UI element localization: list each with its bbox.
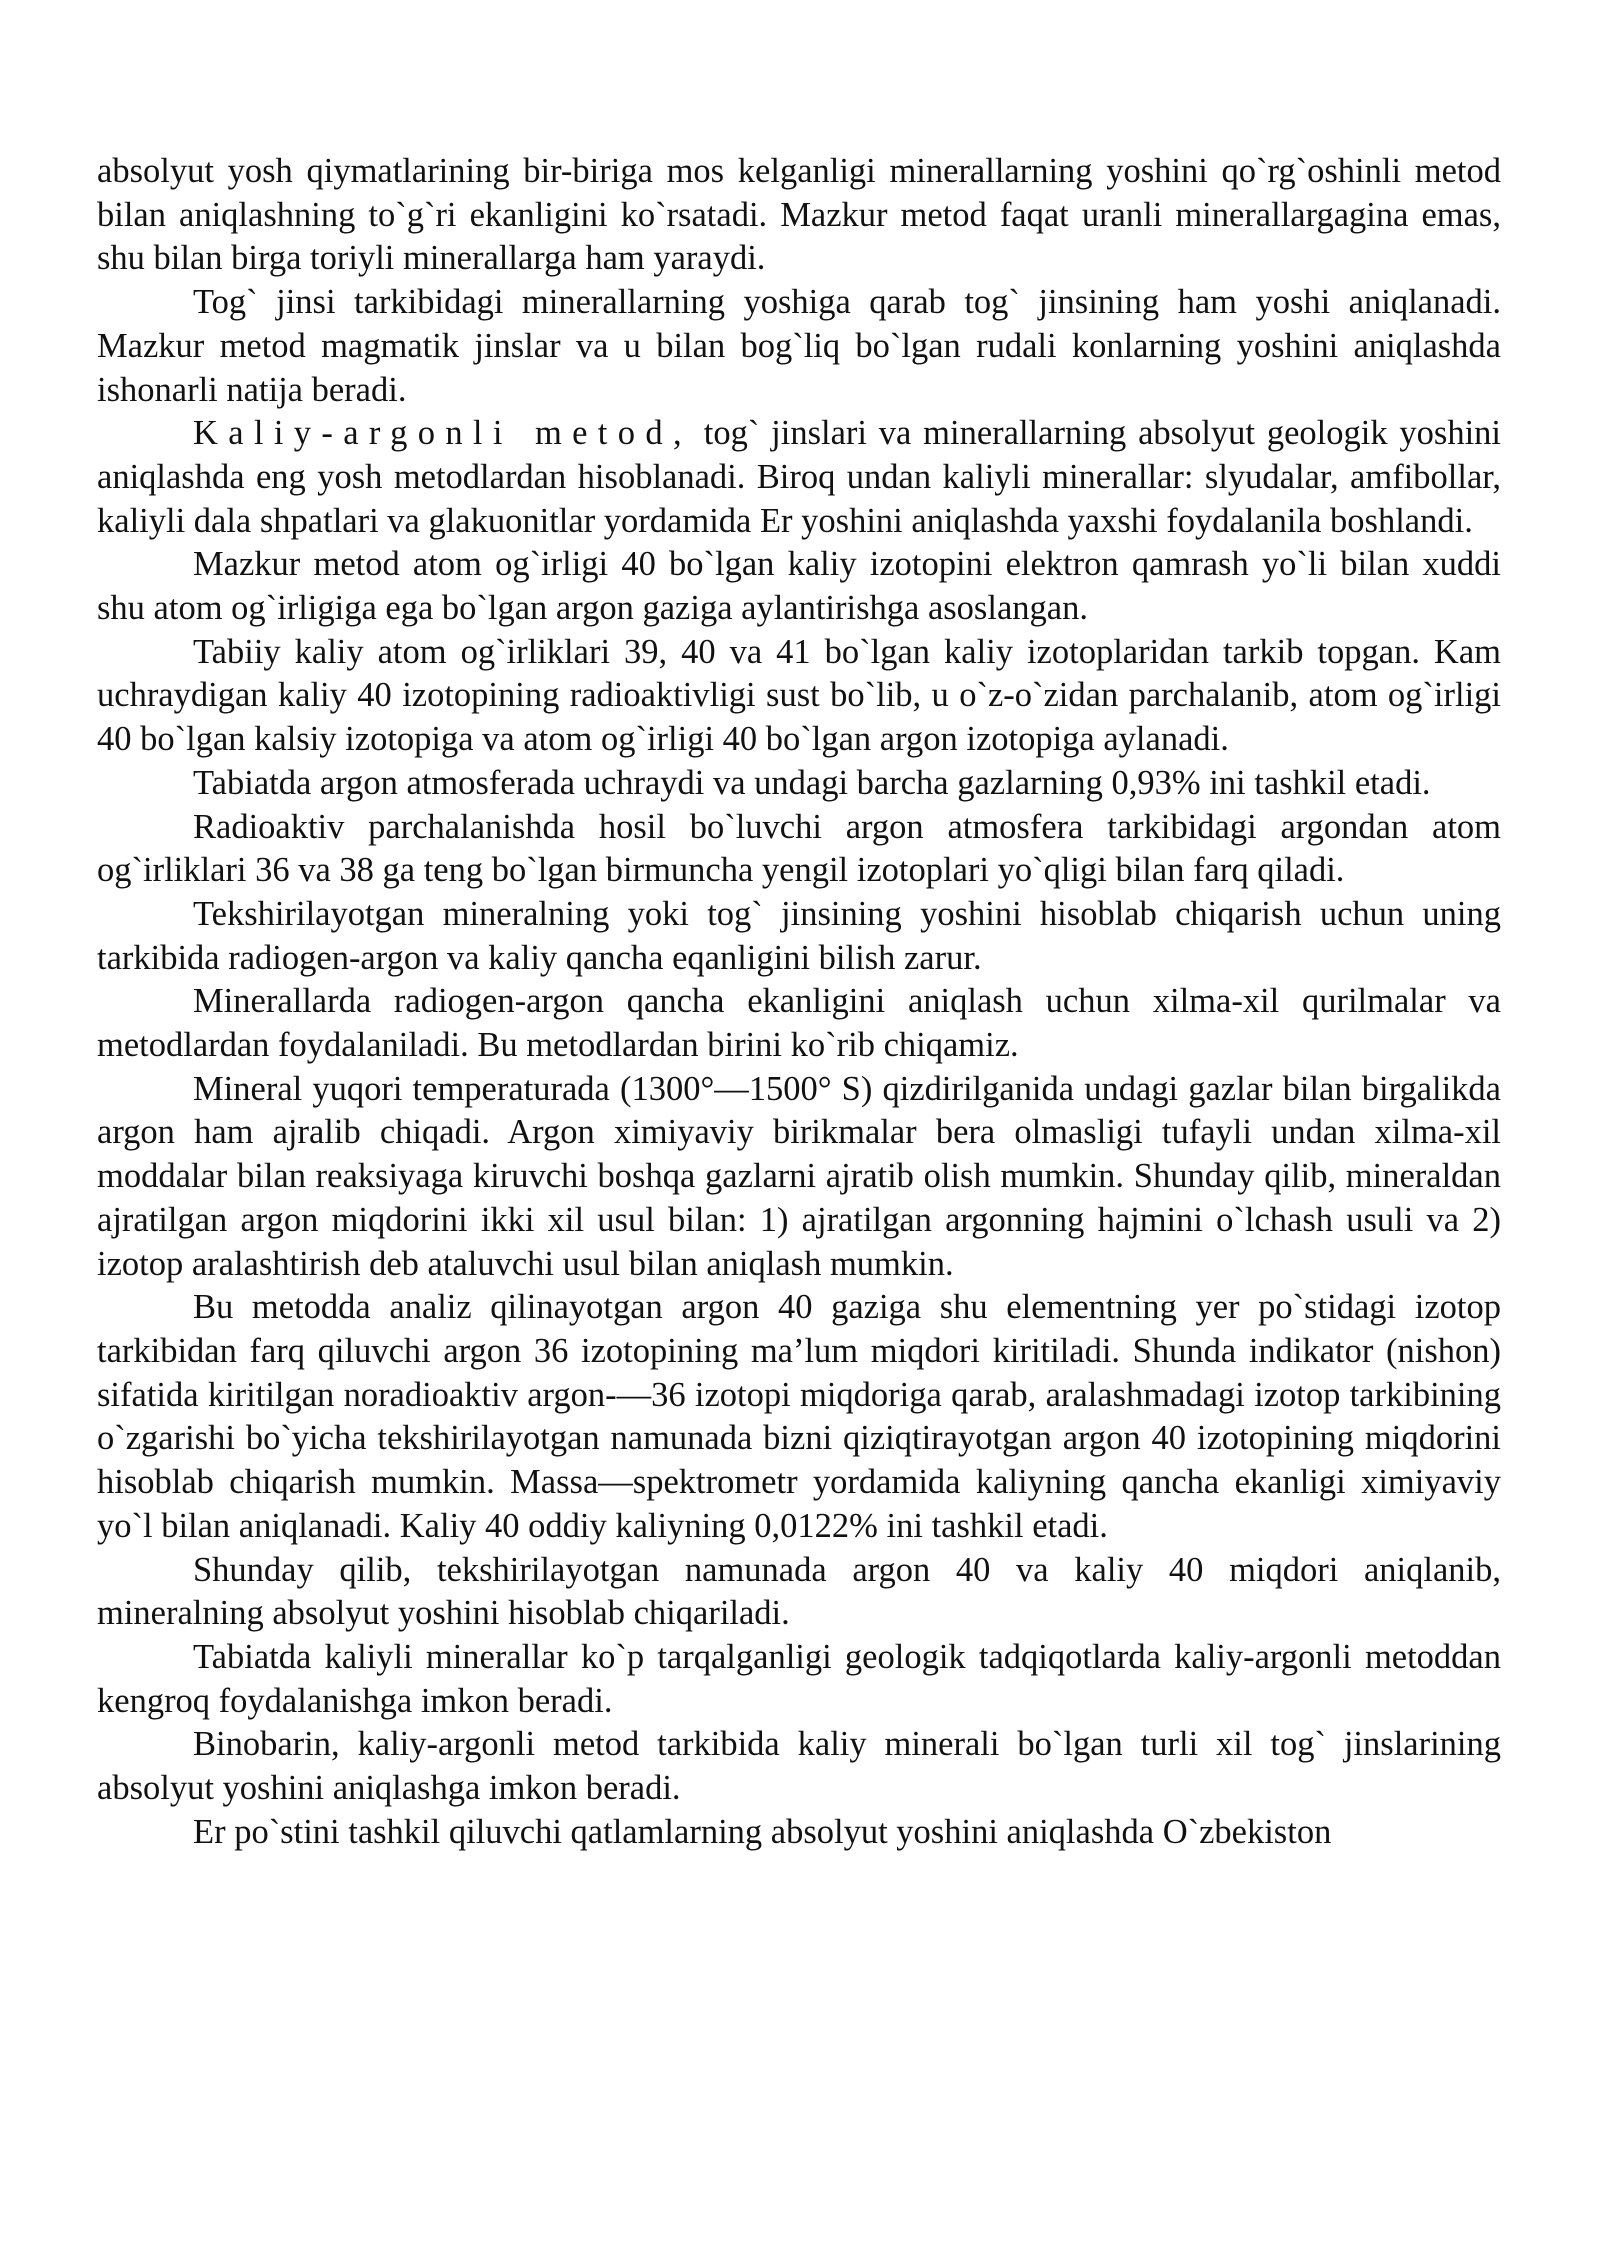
paragraph-10: Mineral yuqori temperaturada (1300°—1500° S) qizdirilganida undagi gazlar bilan birgalikda argon ham ajralib chiqadi. Argon ximiyaviy birikmalar bera olmasligi tufayli undan xilma-xil moddalar bilan reaksiyaga kiruvchi boshqa gazlarni ajratib olish mumkin. Shunday qilib, mineraldan ajratilgan argon miqdorini ikki xil usul bilan: 1) ajratilgan argonning hajmini o`lchash usuli va 2) izotop aralashtirish deb ataluvchi usul bilan aniqlash mumkin. xyxy=(97,1069,1501,1283)
paragraph-8: Tekshirilayotgan mineralning yoki tog` jinsining yoshini hisoblab chiqarish uchun uning tarkibida radiogen-argon va kaliy qancha eqanligini bilish zarur. xyxy=(97,894,1501,977)
paragraph-6: Tabiatda argon atmosferada uchraydi va undagi barcha gazlarning 0,93% ini tashkil etadi. xyxy=(193,763,1431,802)
paragraph-7: Radioaktiv parchalanishda hosil bo`luvchi argon atmosfera tarkibidagi argondan atom og`irliklari 36 va 38 ga teng bo`lgan birmuncha yengil izotoplari yo`qligi bilan farq qiladi. xyxy=(97,807,1501,890)
method-name-spaced: Kaliy-argonli metod, xyxy=(193,414,692,453)
paragraph-14: Binobarin, kaliy-argonli metod tarkibida kaliy minerali bo`lgan turli xil tog` jinslarining absolyut yoshini aniqlashga imkon beradi. xyxy=(97,1725,1501,1808)
paragraph-4: Mazkur metod atom og`irligi 40 bo`lgan kaliy izotopini elektron qamrash yo`li bilan xuddi shu atom og`irligiga ega bo`lgan argon gaziga aylantirishga asoslangan. xyxy=(97,545,1501,628)
paragraph-3 xyxy=(97,412,1501,543)
paragraph-12: Shunday qilib, tekshirilayotgan namunada argon 40 va kaliy 40 miqdori aniqlanib, mineralning absolyut yoshini hisoblab chiqariladi. xyxy=(97,1550,1501,1633)
paragraph-1: absolyut yosh qiymatlarining bir-biriga mos kelganligi minerallarning yoshini qo`rg`oshinli metod bilan aniqlashning to`g`ri ekanligini ko`rsatadi. Mazkur metod faqat uranli minerallargagina emas, shu bilan birga toriyli minerallarga ham yaraydi. xyxy=(97,152,1501,278)
paragraph-9: Minerallarda radiogen-argon qancha ekanligini aniqlash uchun xilma-xil qurilmalar va metodlardan foydalaniladi. Bu metodlardan birini ko`rib chiqamiz. xyxy=(97,982,1501,1065)
document-page xyxy=(97,150,1501,1854)
paragraph-13: Tabiatda kaliyli minerallar ko`p tarqalganligi geologik tadqiqotlarda kaliy-argonli metoddan kengroq foydalanishga imkon beradi. xyxy=(97,1637,1501,1720)
paragraph-3-text: tog` jinslari va minerallarning absolyut geologik yoshini aniqlashda eng yosh metodlardan hisoblanadi. Biroq undan kaliyli minerallar: slyudalar, amfibollar, kaliyli dala shpatlari va glakuonitlar yordamida Er yoshini aniqlashda yaxshi foydalanila boshlandi. xyxy=(97,414,1501,540)
paragraph-11: Bu metodda analiz qilinayotgan argon 40 gaziga shu elementning yer po`stidagi izotop tarkibidan farq qiluvchi argon 36 izotopining ma’lum miqdori kiritiladi. Shunda indikator (nishon) sifatida kiritilgan noradioaktiv argon-—36 izotopi miqdoriga qarab, aralashmadagi izotop tarkibining o`zgarishi bo`yicha tekshirilayotgan namunada bizni qiziqtirayotgan argon 40 izotopining miqdorini hisoblab chiqarish mumkin. Massa—spektrometr yordamida kaliyning qancha ekanligi ximiyaviy yo`l bilan aniqlanadi. Kaliy 40 oddiy kaliyning 0,0122% ini tashkil etadi. xyxy=(97,1288,1501,1545)
paragraph-5: Tabiiy kaliy atom og`irliklari 39, 40 va 41 bo`lgan kaliy izotoplaridan tarkib topgan. Kam uchraydigan kaliy 40 izotopining radioaktivligi sust bo`lib, u o`z-o`zidan parchalanib, atom og`irligi 40 bo`lgan kalsiy izotopiga va atom og`irligi 40 bo`lgan argon izotopiga aylanadi. xyxy=(97,632,1501,759)
paragraph-2: Tog` jinsi tarkibidagi minerallarning yoshiga qarab tog` jinsining ham yoshi aniqlanadi. Mazkur metod magmatik jinslar va u bilan bog`liq bo`lgan rudali konlarning yoshini aniqlashda ishonarli natija beradi. xyxy=(97,283,1501,409)
paragraph-15: Er po`stini tashkil qiluvchi qatlamlarning absolyut yoshini aniqlashda O`zbekiston xyxy=(193,1812,1332,1851)
